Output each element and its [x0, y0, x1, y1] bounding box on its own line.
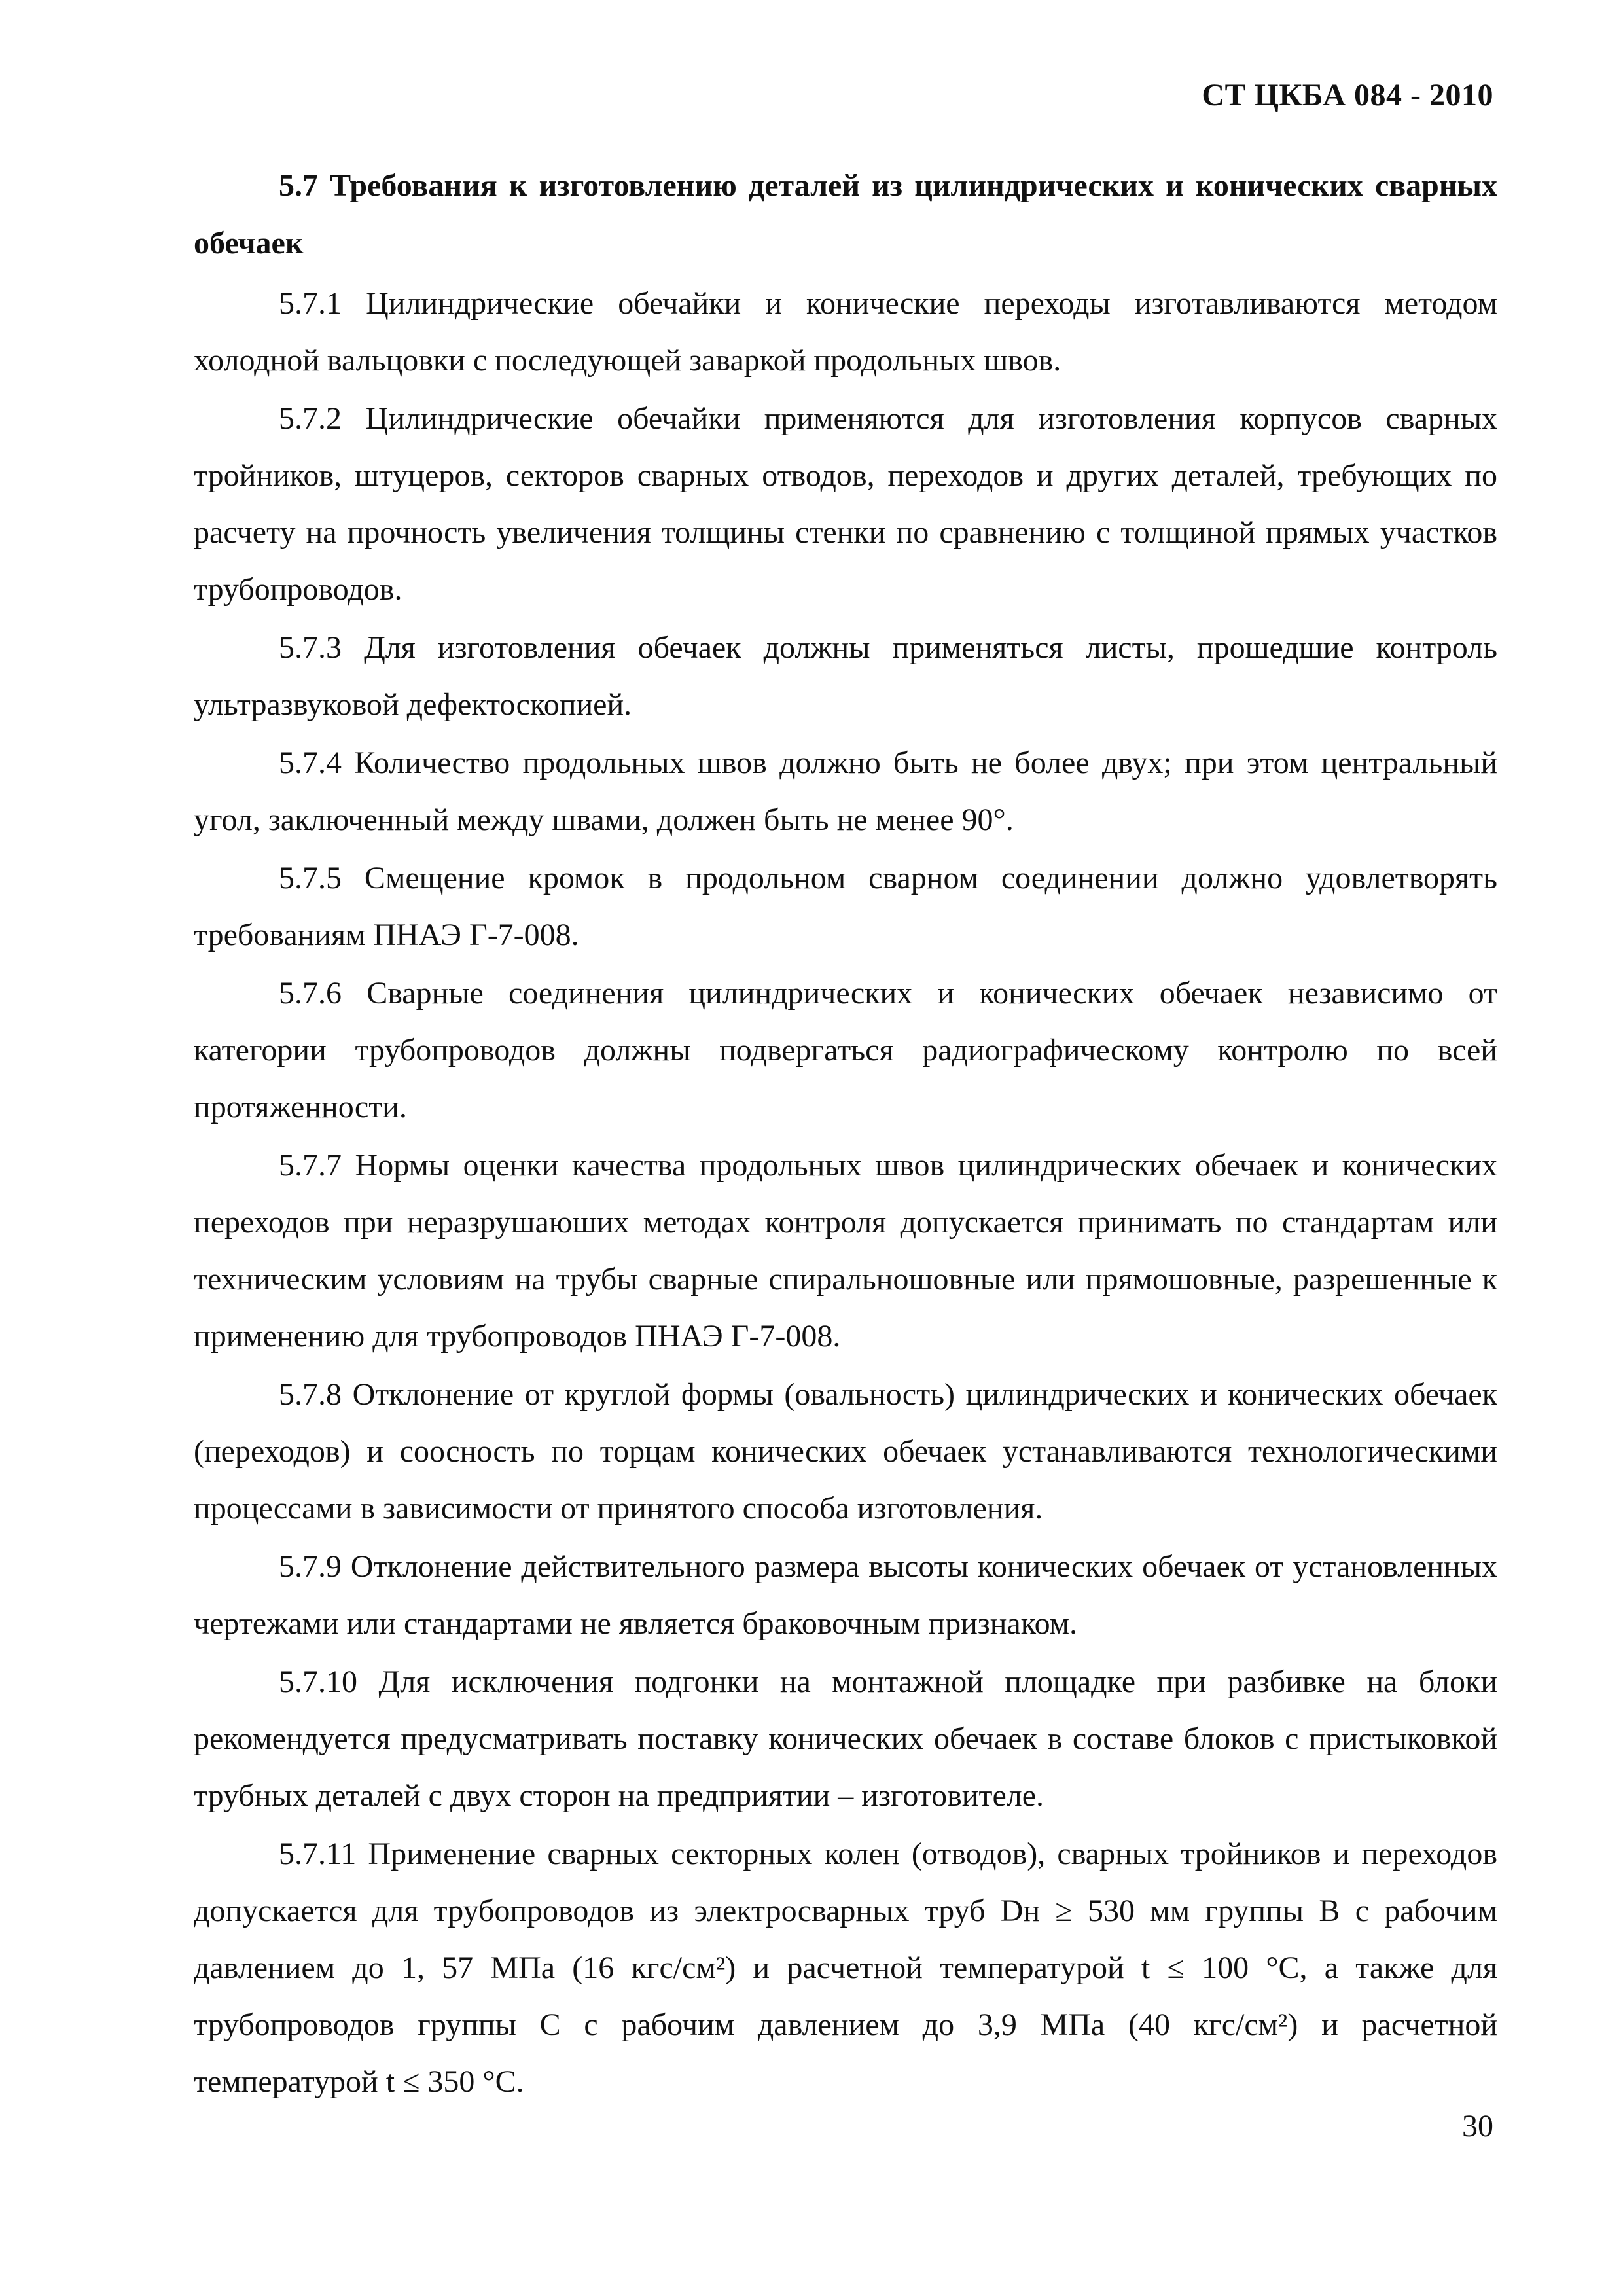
document-code-header: СТ ЦКБА 084 - 2010	[1202, 78, 1493, 113]
paragraph-5-7-5: 5.7.5 Смещение кромок в продольном сварном соединении должно удовлетворять требованиям ПНАЭ Г-7-008.	[194, 861, 1497, 952]
paragraph-5-7-10: 5.7.10 Для исключения подгонки на монтажной площадке при разбивке на блоки рекомендуется предусматривать поставку конических обечаек в составе блоков с пристыковкой трубных деталей с двух сторон на предприятии – изготовителе.	[194, 1664, 1497, 1813]
section-title: 5.7 Требования к изготовлению деталей из цилиндрических и конических сварных обечаек	[194, 168, 1497, 260]
page-number: 30	[1462, 2109, 1493, 2144]
paragraph-5-7-11: 5.7.11 Применение сварных секторных колен (отводов), сварных тройников и переходов допускается для трубопроводов из электросварных труб Dн ≥ 530 мм группы В с рабочим давлением до 1, 57 МПа (16 кгс/см²) и расчетной температурой t ≤ 100 °C, а также для трубопроводов группы С с рабочим давлением до 3,9 МПа (40 кгс/см²) и расчетной температурой t ≤ 350 °C.	[194, 1837, 1497, 2099]
paragraph-5-7-7: 5.7.7 Нормы оценки качества продольных швов цилиндрических обечаек и конических переходов при неразрушаюших методах контроля допускается принимать по стандартам или техническим условиям на трубы сварные спиральношовные или прямошовные, разрешенные к применению для трубопроводов ПНАЭ Г-7-008.	[194, 1148, 1497, 1354]
paragraph-5-7-9: 5.7.9 Отклонение действительного размера высоты конических обечаек от установленных чертежами или стандартами не является браковочным признаком.	[194, 1549, 1497, 1641]
paragraph-5-7-3: 5.7.3 Для изготовления обечаек должны применяться листы, прошедшие контроль ультразвуковой дефектоскопией.	[194, 630, 1497, 722]
paragraph-5-7-6: 5.7.6 Сварные соединения цилиндрических и конических обечаек независимо от категории трубопроводов должны подвергаться радиографическому контролю по всей протяженности.	[194, 976, 1497, 1124]
paragraph-5-7-2: 5.7.2 Цилиндрические обечайки применяются для изготовления корпусов сварных тройников, штуцеров, секторов сварных отводов, переходов и других деталей, требующих по расчету на прочность увеличения толщины стенки по сравнению с толщиной прямых участков трубопроводов.	[194, 401, 1497, 607]
paragraph-5-7-4: 5.7.4 Количество продольных швов должно быть не более двух; при этом центральный угол, заключенный между швами, должен быть не менее 90°.	[194, 745, 1497, 837]
paragraph-5-7-1: 5.7.1 Цилиндрические обечайки и конические переходы изготавливаются методом холодной вальцовки с последующей заваркой продольных швов.	[194, 286, 1497, 378]
paragraph-5-7-8: 5.7.8 Отклонение от круглой формы (овальность) цилиндрических и конических обечаек (переходов) и соосность по торцам конических обечаек устанавливаются технологическими процессами в зависимости от принятого способа изготовления.	[194, 1377, 1497, 1526]
page-content	[194, 157, 1497, 2111]
